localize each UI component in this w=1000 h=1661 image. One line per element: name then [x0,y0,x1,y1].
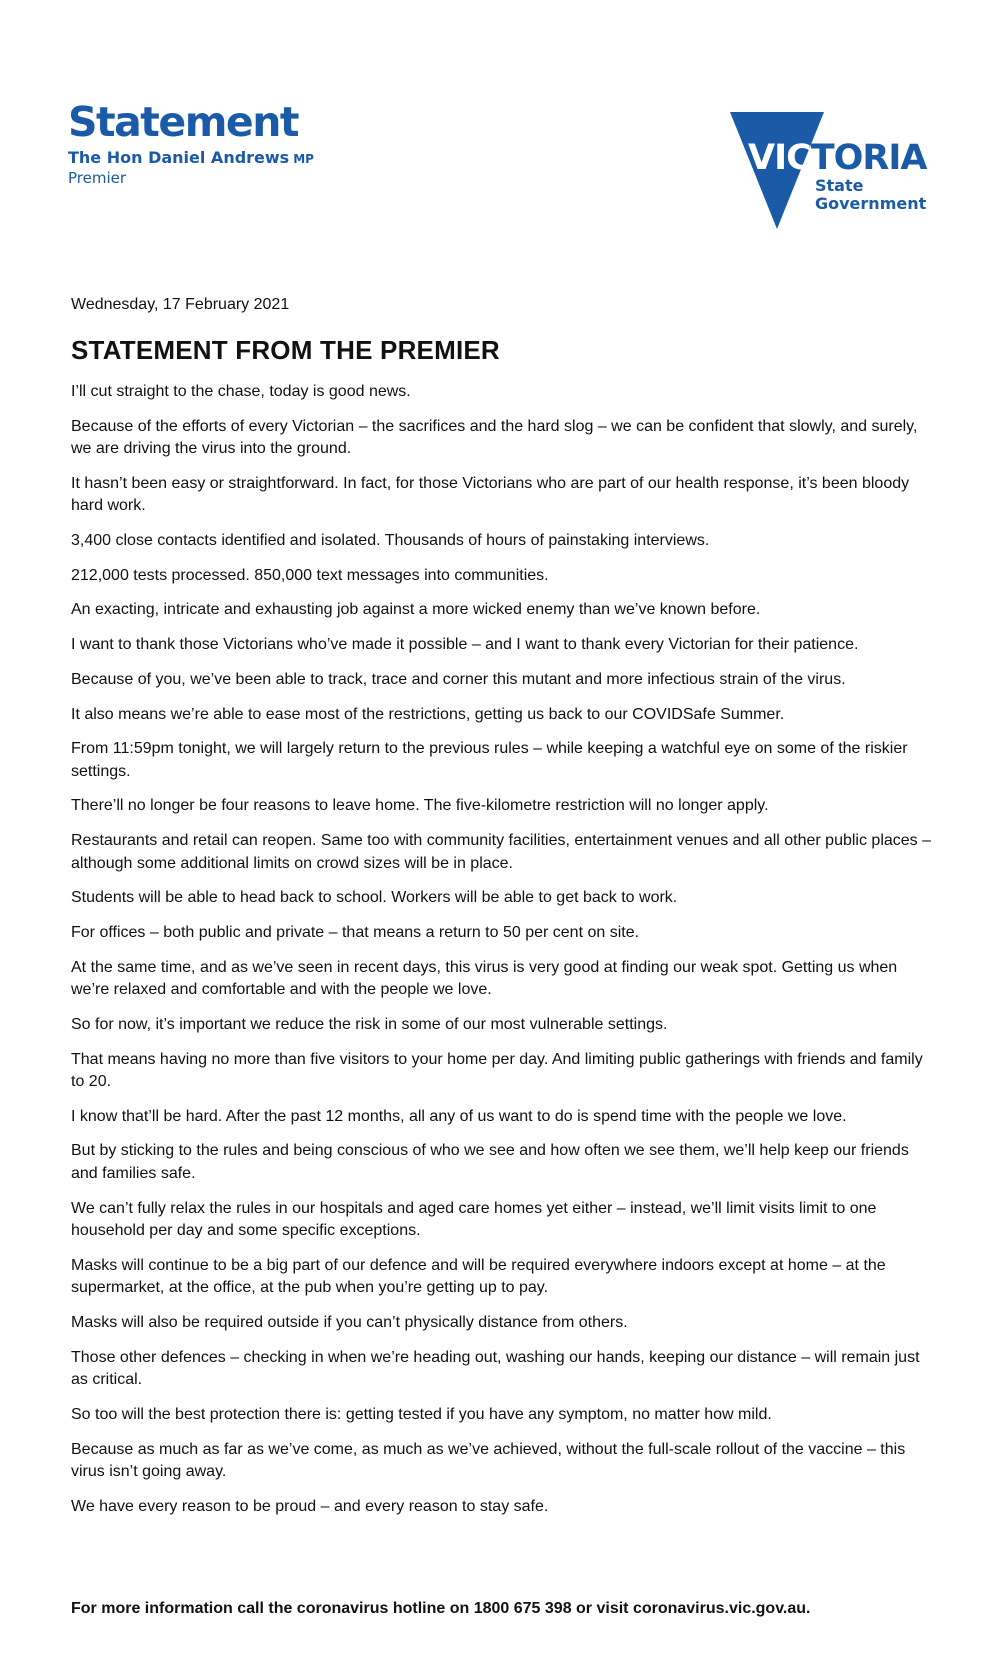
statement-paragraph: There’ll no longer be four reasons to leave home. The five-kilometre restriction will no longer apply. [71,797,769,815]
document-type-heading: Statement [68,98,299,146]
statement-paragraph: It also means we’re able to ease most of the restrictions, getting us back to our COVIDSafe Summer. [71,705,785,723]
author-name: The Hon Daniel Andrews [68,148,290,167]
statement-paragraph: We can’t fully relax the rules in our hospitals and aged care homes yet either – instead, we’ll limit visits limit to one household per day and some specific exceptions. [71,1199,877,1240]
victoria-logo-graphic [730,112,940,234]
author-role: Premier [68,169,127,187]
statement-paragraph: Masks will also be required outside if you can’t physically distance from others. [71,1313,628,1331]
statement-title: STATEMENT FROM THE PREMIER [71,335,500,365]
statement-paragraph: Because as much as far as we’ve come, as much as we’ve achieved, without the full-scale rollout of the vaccine – this virus isn’t going away. [71,1440,906,1480]
statement-paragraph: So for now, it’s important we reduce the risk in some of our most vulnerable settings. [71,1015,668,1033]
statement-paragraph: Students will be able to head back to school. Workers will be able to get back to work. [71,889,678,907]
letterhead [68,100,314,188]
contact-footer: For more information call the coronavirus hotline on 1800 675 398 or visit coronavirus.vic.gov.au. [71,1600,811,1617]
statement-paragraph: For offices – both public and private – that means a return to 50 per cent on site. [71,923,640,941]
statement-paragraph: But by sticking to the rules and being conscious of who we see and how often we see them, we’ll help keep our friends and families safe. [71,1142,909,1182]
statement-paragraphs [71,381,937,1518]
statement-paragraph: I want to thank those Victorians who’ve made it possible – and I want to thank every Victorian for their patience. [71,636,859,654]
statement-paragraph: I’ll cut straight to the chase, today is good news. [71,383,411,400]
logo-wordmark-part: TORIA [810,138,927,178]
statement-paragraph: I know that’ll be hard. After the past 12 months, all any of us want to do is spend time with the people we love. [71,1107,847,1125]
statement-paragraph: Because of you, we’ve been able to track, trace and corner this mutant and more infectious strain of the virus. [71,670,846,688]
logo-text-state: State [815,176,864,195]
author-line [68,148,314,169]
statement-paragraph: An exacting, intricate and exhausting job against a more wicked enemy than we’ve known before. [71,601,761,619]
statement-paragraph: Because of the efforts of every Victorian – the sacrifices and the hard slog – we can be confident that slowly, and surely, we are driving the virus into the ground. [71,417,918,458]
statement-paragraph: 3,400 close contacts identified and isolated. Thousands of hours of painstaking interviews. [71,532,710,550]
statement-paragraph: So too will the best protection there is: getting tested if you have any symptom, no matter how mild. [71,1405,772,1423]
statement-paragraph: Restaurants and retail can reopen. Same too with community facilities, entertainment venues and all other public places – although some additional limits on crowd sizes will be in place. [71,832,932,872]
author-post-nominal: MP [293,152,314,166]
statement-paragraph: At the same time, and as we’ve seen in recent days, this virus is very good at finding our weak spot. Getting us when we’re relaxed and comfortable and with the people we love. [71,958,898,999]
statement-paragraph: From 11:59pm tonight, we will largely return to the previous rules – while keeping a watchful eye on some of the riskier settings. [71,740,908,780]
statement-body [71,294,937,1530]
statement-date: Wednesday, 17 February 2021 [71,296,290,313]
statement-paragraph: We have every reason to be proud – and every reason to stay safe. [71,1497,549,1515]
logo-wordmark-part: VIC [748,138,811,178]
statement-paragraph: Masks will continue to be a big part of our defence and will be required everywhere indoors except at home – at the supermarket, at the office, at the pub when you’re getting up to pay. [71,1256,886,1297]
statement-paragraph: That means having no more than five visitors to your home per day. And limiting public gatherings with friends and family to 20. [71,1050,923,1090]
logo-text-government: Government [815,194,927,213]
victoria-state-government-logo [730,112,940,234]
statement-paragraph: 212,000 tests processed. 850,000 text messages into communities. [71,566,549,584]
logo-wordmark [748,138,927,178]
statement-paragraph: Those other defences – checking in when we’re heading out, washing our hands, keeping our distance – will remain just as critical. [71,1348,920,1389]
statement-paragraph: It hasn’t been easy or straightforward. In fact, for those Victorians who are part of our health response, it’s been bloody hard work. [71,474,910,515]
